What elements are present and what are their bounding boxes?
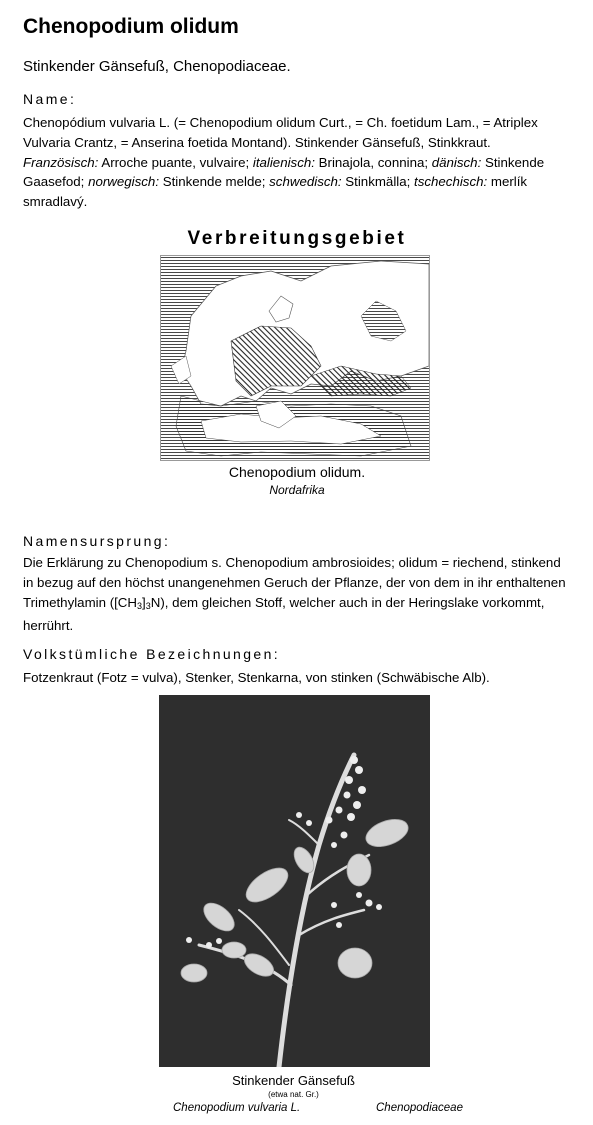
name-text-segment: merlík smradlavý. — [23, 174, 528, 210]
name-text-segment: Stinkende melde; — [159, 174, 270, 190]
distribution-heading: Verbreitungsgebiet — [187, 228, 407, 249]
name-section-text — [23, 113, 568, 212]
europe-map-illustration — [161, 256, 429, 460]
photo-size-note: (etwa nat. Gr.) — [268, 1090, 319, 1099]
name-section-label: Name: — [23, 91, 77, 107]
plant-illustration — [159, 695, 430, 1067]
language-label: tschechisch: — [414, 174, 488, 190]
origin-section-label: Namensursprung: — [23, 533, 171, 549]
language-label: dänisch: — [431, 154, 482, 170]
origin-text-mid: ] — [142, 594, 146, 610]
name-text-segment: Brinajola, connina; — [314, 154, 432, 170]
name-text-segment: Chenopódium vulvaria L. (= Chenopodium olidum Curt., = Ch. foetidum Lam., = Atriplex Vulvaria Crantz, = Anserina foetida Montand). Stinkender Gänsefuß, Stinkkraut. — [23, 115, 538, 150]
origin-text-after: N), dem gleichen Stoff, welcher auch in der Heringslake vorkommt, herrührt. — [23, 594, 545, 634]
plant-photo — [159, 695, 430, 1067]
page-subtitle: Stinkender Gänsefuß, Chenopodiaceae. — [23, 58, 291, 75]
folk-names-text: Fotzenkraut (Fotz = vulva), Stenker, Stenkarna, von stinken (Schwäbische Alb). — [23, 670, 490, 685]
page-title: Chenopodium olidum — [23, 15, 239, 38]
origin-section-text — [23, 553, 568, 636]
origin-subscript-1: 3 — [137, 600, 143, 611]
folk-names-label: Volkstümliche Bezeichnungen: — [23, 646, 281, 662]
language-label: Französisch: — [23, 154, 99, 170]
name-text-segment: Arroche puante, vulvaire; — [98, 154, 253, 170]
map-sub-caption: Nordafrika — [269, 483, 325, 497]
photo-caption: Stinkender Gänsefuß — [232, 1073, 355, 1088]
language-label: schwedisch: — [269, 174, 342, 190]
photo-family-name: Chenopodiaceae — [376, 1102, 463, 1114]
map-caption: Chenopodium olidum. — [228, 464, 366, 480]
distribution-map — [160, 255, 430, 461]
name-text-segment: Stinkende Gaasefod; — [23, 154, 545, 190]
name-text-segment: Stinkmälla; — [341, 174, 415, 190]
language-label: norwegisch: — [88, 174, 160, 190]
photo-latin-name: Chenopodium vulvaria L. — [173, 1102, 301, 1114]
language-label: italienisch: — [252, 154, 315, 170]
origin-text-before: Die Erklärung zu Chenopodium s. Chenopodium ambrosioides; olidum = riechend, stinkend in bezug auf den höchst unangenehmen Geruch der Pflanze, der von dem in ihr enthaltenen Trimethylamin ([CH — [23, 555, 566, 610]
origin-subscript-2: 3 — [145, 600, 151, 611]
